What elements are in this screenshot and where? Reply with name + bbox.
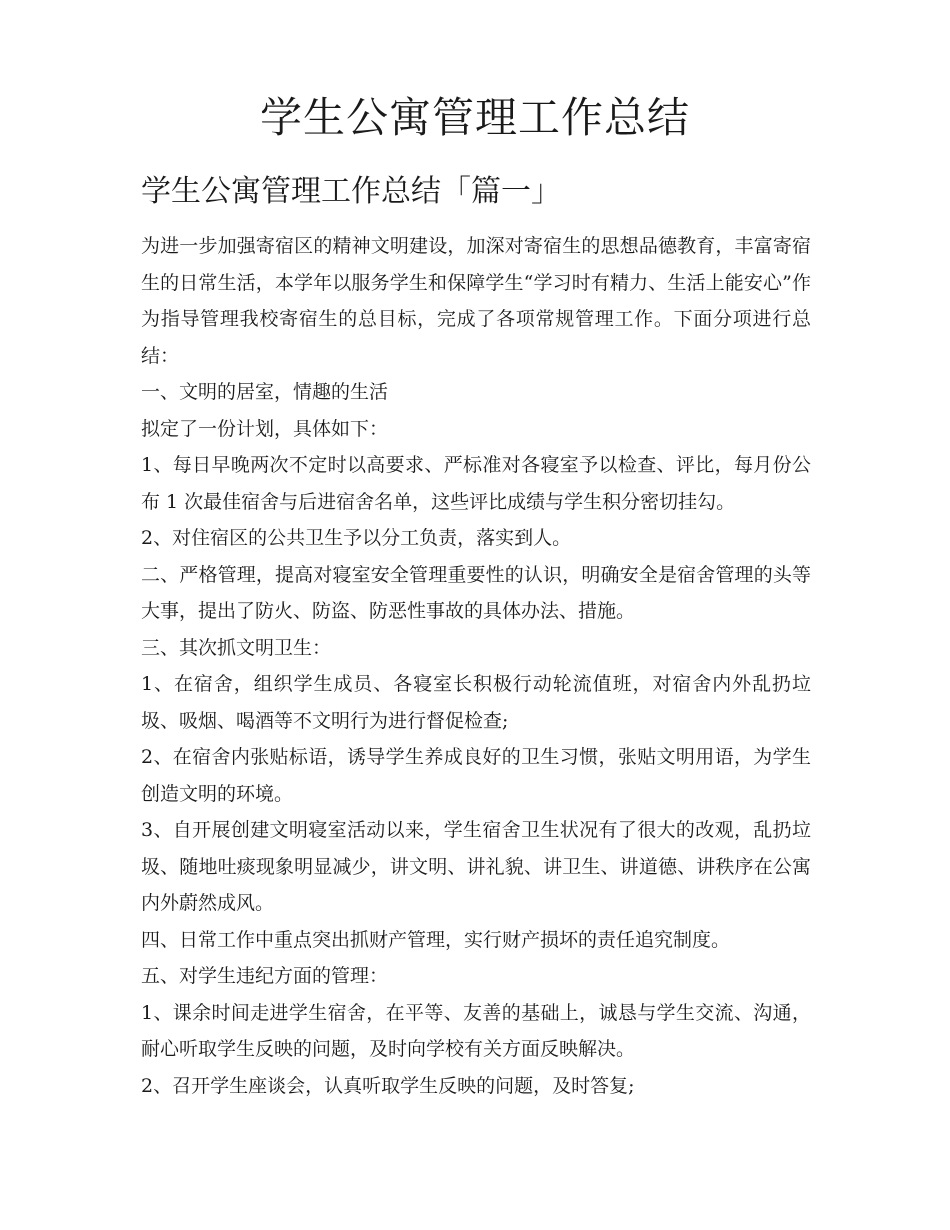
paragraph-plan-1: 1、每日早晚两次不定时以高要求、严标准对各寝室予以检查、评比，每月份公布 1 次最佳宿舍与后进宿舍名单，这些评比成绩与学生积分密切挂勾。 [141, 454, 811, 513]
paragraph-item-4: 四、日常工作中重点突出抓财产管理，实行财产损坏的责任追究制度。 [141, 928, 731, 951]
paragraph-hygiene-1: 1、在宿舍，组织学生成员、各寝室长积极行动轮流值班，对宿舍内外乱扔垃圾、吸烟、喝酒等不文明行为进行督促检查; [141, 673, 811, 732]
paragraph-plan: 拟定了一份计划，具体如下： [141, 417, 389, 440]
paragraph-item-3: 三、其次抓文明卫生： [141, 636, 332, 659]
section-heading: 学生公寓管理工作总结「篇一」 [141, 174, 561, 209]
paragraph-discipline-2: 2、召开学生座谈会，认真听取学生反映的问题，及时答复; [141, 1074, 635, 1097]
paragraph-intro: 为进一步加强寄宿区的精神文明建设，加深对寄宿生的思想品德教育，丰富寄宿生的日常生活，本学年以服务学生和保障学生“学习时有精力、生活上能安心”作为指导管理我校寄宿生的总目标，完成了各项常规管理工作。下面分项进行总结： [141, 235, 811, 367]
document-title: 学生公寓管理工作总结 [259, 93, 690, 142]
paragraph-item-5: 五、对学生违纪方面的管理： [141, 965, 389, 987]
paragraph-hygiene-2: 2、在宿舍内张贴标语，诱导学生养成良好的卫生习惯，张贴文明用语，为学生创造文明的环境。 [141, 746, 811, 805]
paragraph-item-2: 二、严格管理，提高对寝室安全管理重要性的认识，明确安全是宿舍管理的头等大事，提出了防火、防盗、防恶性事故的具体办法、措施。 [141, 563, 811, 622]
paragraph-plan-2: 2、对住宿区的公共卫生予以分工负责，落实到人。 [141, 527, 572, 549]
paragraph-discipline-1: 1、课余时间走进学生宿舍，在平等、友善的基础上，诚恳与学生交流、沟通，耐心听取学生反映的问题，及时向学校有关方面反映解决。 [141, 1001, 811, 1060]
paragraph-hygiene-3: 3、自开展创建文明寝室活动以来，学生宿舍卫生状况有了很大的改观，乱扔垃圾、随地吐痰现象明显减少，讲文明、讲礼貌、讲卫生、讲道德、讲秩序在公寓内外蔚然成风。 [141, 819, 811, 914]
document-body [141, 228, 811, 1104]
paragraph-item-1: 一、文明的居室，情趣的生活 [141, 381, 389, 403]
